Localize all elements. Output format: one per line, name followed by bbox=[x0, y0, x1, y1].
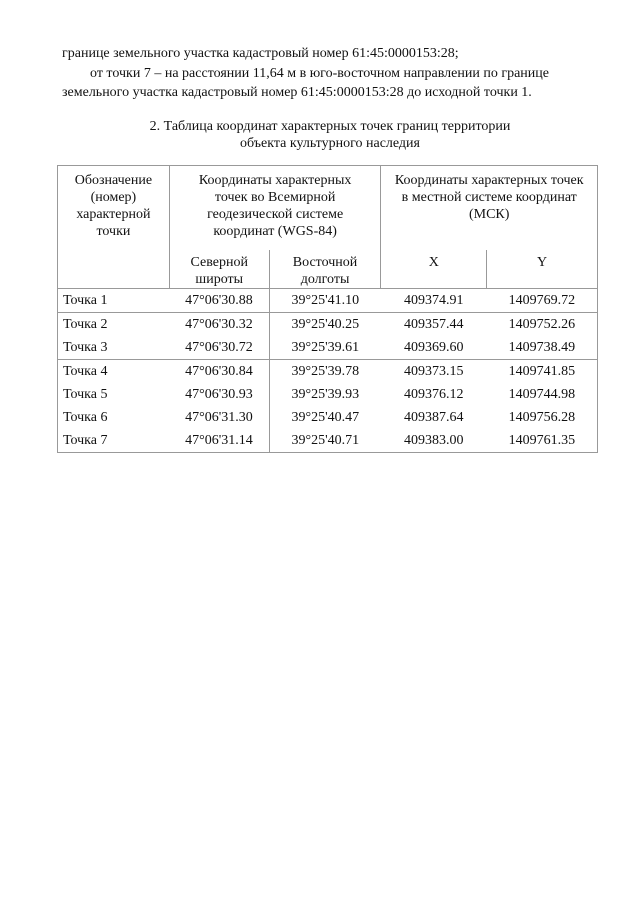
point-lon: 39°25'39.61 bbox=[269, 336, 381, 360]
header-east: Восточной долготы bbox=[269, 250, 381, 289]
point-lon: 39°25'40.71 bbox=[269, 429, 381, 453]
table-row bbox=[58, 336, 598, 360]
header-y: Y bbox=[487, 250, 598, 289]
header-north: Северной широты bbox=[169, 250, 269, 289]
text-line-2: от точки 7 – на расстоянии 11,64 м в юго-восточном направлении по границе bbox=[90, 66, 549, 81]
coordinates-table bbox=[57, 165, 598, 453]
point-lat: 47°06'30.88 bbox=[185, 293, 253, 308]
table-row bbox=[58, 429, 598, 453]
table-row bbox=[58, 383, 598, 406]
point-x: 409376.12 bbox=[404, 387, 464, 402]
header-msk: Координаты характерных точек в местной системе координат (МСК) bbox=[381, 166, 598, 251]
point-lon: 39°25'39.93 bbox=[269, 383, 381, 406]
table-row bbox=[58, 360, 598, 384]
point-name: Точка 6 bbox=[63, 410, 108, 425]
point-lat: 47°06'30.72 bbox=[185, 340, 253, 355]
point-lat: 47°06'31.14 bbox=[185, 433, 253, 448]
header-wgs: Координаты характерных точек во Всемирной геодезической системе координат (WGS-84) bbox=[169, 166, 381, 251]
point-name: Точка 2 bbox=[63, 317, 108, 332]
point-y: 1409741.85 bbox=[508, 364, 576, 379]
point-lat: 47°06'30.84 bbox=[185, 364, 253, 379]
point-y: 1409769.72 bbox=[508, 293, 576, 308]
table-title bbox=[62, 118, 598, 152]
point-y: 1409761.35 bbox=[508, 433, 576, 448]
point-lon: 39°25'39.78 bbox=[269, 360, 381, 384]
header-row-1 bbox=[58, 166, 598, 251]
point-lat: 47°06'30.93 bbox=[185, 387, 253, 402]
point-lat: 47°06'30.32 bbox=[185, 317, 253, 332]
text-line-3: земельного участка кадастровый номер 61:45:0000153:28 до исходной точки 1. bbox=[62, 85, 532, 100]
point-x: 409369.60 bbox=[404, 340, 464, 355]
point-x: 409373.15 bbox=[404, 364, 464, 379]
point-name: Точка 5 bbox=[63, 387, 108, 402]
header-designation: Обозначение (номер) характерной точки bbox=[74, 173, 153, 239]
point-name: Точка 3 bbox=[63, 340, 108, 355]
table-row bbox=[58, 289, 598, 313]
point-lon: 39°25'41.10 bbox=[269, 289, 381, 313]
point-x: 409383.00 bbox=[404, 433, 464, 448]
point-y: 1409738.49 bbox=[508, 340, 576, 355]
text-paragraph bbox=[62, 64, 549, 102]
point-y: 1409752.26 bbox=[508, 317, 576, 332]
table-title-line-2: объекта культурного наследия bbox=[240, 136, 420, 151]
header-x: X bbox=[381, 250, 487, 289]
point-y: 1409744.98 bbox=[508, 387, 576, 402]
point-name: Точка 1 bbox=[63, 293, 108, 308]
point-lat: 47°06'31.30 bbox=[185, 410, 253, 425]
point-name: Точка 7 bbox=[63, 433, 108, 448]
table-title-line-1: 2. Таблица координат характерных точек границ территории bbox=[149, 119, 511, 134]
table-row bbox=[58, 406, 598, 429]
table-row bbox=[58, 313, 598, 337]
point-lon: 39°25'40.47 bbox=[269, 406, 381, 429]
point-lon: 39°25'40.25 bbox=[269, 313, 381, 337]
point-x: 409357.44 bbox=[404, 317, 464, 332]
point-x: 409374.91 bbox=[404, 293, 464, 308]
text-line-1: границе земельного участка кадастровый номер 61:45:0000153:28; bbox=[62, 46, 459, 61]
point-x: 409387.64 bbox=[404, 410, 464, 425]
point-name: Точка 4 bbox=[63, 364, 108, 379]
point-y: 1409756.28 bbox=[508, 410, 576, 425]
